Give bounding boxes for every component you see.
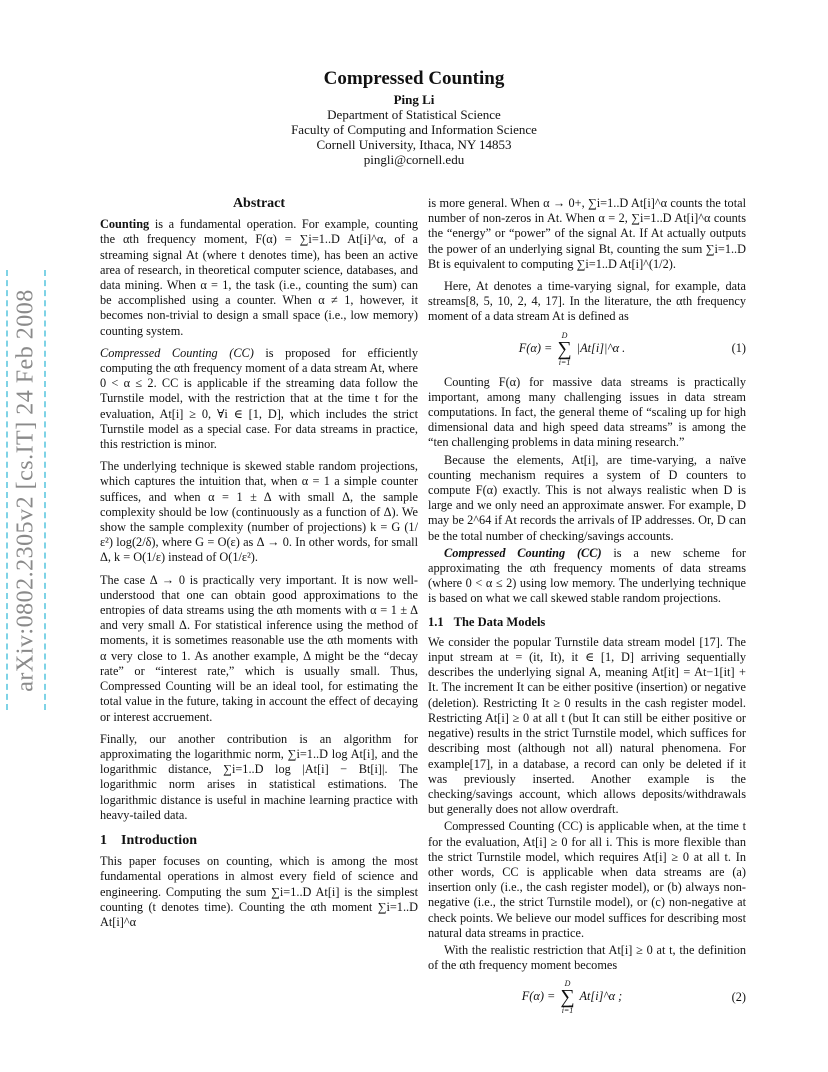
right-column xyxy=(428,196,746,1023)
paper-header xyxy=(100,68,728,167)
section-number: 1 xyxy=(100,832,107,848)
abstract-lead: Compressed Counting (CC) xyxy=(100,345,254,360)
body-paragraph: This paper focuses on counting, which is among the most fundamental operations in almost every field of science and engineering. Computing the sum ∑i=1..D At[i] is the simplest counting (t denotes time). Counting the αth moment ∑i=1..D At[i]^α xyxy=(100,854,418,929)
arxiv-stamp-text: arXiv:0802.2305v2 [cs.IT] 24 Feb 2008 xyxy=(12,288,39,692)
abstract-lead: Counting xyxy=(100,217,150,232)
affiliation-line: Cornell University, Ithaca, NY 14853 xyxy=(316,137,512,152)
paper-title: Compressed Counting xyxy=(323,68,505,89)
affiliation-line: Faculty of Computing and Information Science xyxy=(291,122,537,137)
equation-lhs: F(α) = xyxy=(521,989,556,1004)
affiliation-line: Department of Statistical Science xyxy=(327,107,501,122)
equation-body xyxy=(428,331,716,367)
abstract-heading: Abstract xyxy=(232,196,286,211)
cc-lead: Compressed Counting (CC) xyxy=(444,545,602,560)
author-email: pingli@cornell.edu xyxy=(363,152,465,167)
subsection-title: The Data Models xyxy=(453,614,546,629)
summation-symbol: D ∑ i=1 xyxy=(560,979,575,1016)
equation-rhs: At[i]^α ; xyxy=(579,989,623,1004)
section-title: Introduction xyxy=(121,832,197,848)
sum-lower-limit: i=1 xyxy=(558,357,571,367)
body-paragraph: Here, At denotes a time-varying signal, for example, data streams[8, 5, 10, 2, 4, 17]. In the literature, the αth frequency moment of a data stream At is defined as xyxy=(428,279,746,324)
body-paragraph: We consider the popular Turnstile data stream model [17]. The input stream at = (it, It), it ∈ [1, D] arriving sequentially describes the underlying signal A, meaning At[it] = At−1[it] + It. The increment It can be either positive (insertion) or negative (deletion). Restricting It ≥ 0 results in the cash register model. Restricting At[i] ≥ 0 at all t (but It can still be either positive or negative) results in the strict Turnstile model, which suffices for describing most (although not all) natural phenomena. For example[17], in a database, a record can only be deleted if it was previously inserted. Another example is the checking/savings account, which allows deposits/withdrawals but generally does not allow overdraft. xyxy=(428,634,746,817)
abstract-paragraph: Finally, our another contribution is an algorithm for approximating the logarithmic norm, ∑i=1..D log At[i], and the logarithmic distance, ∑i=1..D log |At[i] − Bt[i]|. The logarithmic norm arises in statistical estimations. The logarithmic distance is useful in machine learning practice with heavy-tailed data. xyxy=(100,731,418,822)
body-paragraph: Counting F(α) for massive data streams is practically important, among many challenging issues in data stream computations. In fact, the general theme of “scaling up for high dimensional data and high speed data streams” is among the “ten challenging problems in data mining research.” xyxy=(428,374,746,450)
equation-number: (1) xyxy=(731,341,746,356)
body-paragraph: is more general. When α → 0+, ∑i=1..D At[i]^α counts the total number of non-zeros in At. When α = 2, ∑i=1..D At[i]^α counts the “energy” or “power” of the signal At. If At actually outputs the power of an underlying signal Bt, counting the sum ∑i=1..D Bt is equivalent to computing ∑i=1..D At[i]^(1/2). xyxy=(428,196,746,271)
abstract-text: is proposed for efficiently computing the αth frequency moment of a data stream At, where 0 < α ≤ 2. CC is applicable if the streaming data follow the Turnstile model, with the restriction that at the time t for the evaluation, At[i] ≥ 0, ∀i ∈ [1, D], which includes the strict Turnstile model as a special case. For data streams in practice, this restriction is minor. xyxy=(100,345,418,452)
abstract-paragraph: The underlying technique is skewed stable random projections, which captures the intuition that, when α = 1 a simple counter suffices, and when α = 1 ± Δ with small Δ, the sample complexity should be low (continuously as a function of Δ). We show the sample complexity (number of projections) k = G (1/ε²) log(2/δ), where G = O(ε) as Δ → 0. In other words, for small Δ, k = O(1/ε) instead of O(1/ε²). xyxy=(100,459,418,565)
body-paragraph xyxy=(428,546,746,607)
equation-1 xyxy=(428,331,746,367)
body-paragraph: With the realistic restriction that At[i] ≥ 0 at t, the definition of the αth frequency moment becomes xyxy=(428,942,746,973)
body-paragraph: Compressed Counting (CC) is applicable when, at the time t for the evaluation, At[i] ≥ 0 for all i. This is more flexible than the strict Turnstile model, which requires At[i] ≥ 0 at all t. In other words, CC is applicable when data streams are (a) insertion only (i.e., the cash register model), or (b) always non-negative (i.e., the strict Turnstile model), or (c) non-negative at check points. We believe our model suffices for describing most natural data streams in practice. xyxy=(428,819,746,940)
abstract-paragraph xyxy=(100,217,418,339)
equation-body xyxy=(428,979,716,1015)
author-name: Ping Li xyxy=(393,92,435,107)
body-text: is a new scheme for approximating the αth frequency moments of data streams (where 0 < α ≤ 2) using low memory. The underlying technique is based on what we call skewed stable random projections. xyxy=(428,545,747,606)
equation-lhs: F(α) = xyxy=(518,340,553,355)
abstract-paragraph: The case Δ → 0 is practically very important. It is now well-understood that one can obtain good approximations to the entropies of data streams using the αth moments with α = 1 ± Δ and very small Δ. For statistical inference using the method of moments, it is sometimes reasonable use the αth moments with α very close to 1. As another example, Δ might be the “decay rate” or “interest rate,” which is usually small. Thus, Compressed Counting will be an ideal tool, for estimating the total value in the future, taking in account the effect of decaying or interest accruement. xyxy=(100,572,418,724)
section-heading xyxy=(100,833,418,848)
arxiv-stamp xyxy=(6,270,46,710)
summation-symbol: D ∑ i=1 xyxy=(557,330,572,367)
equation-2 xyxy=(428,979,746,1015)
sum-upper-limit: D xyxy=(564,979,571,989)
equation-rhs: |At[i]|^α . xyxy=(576,340,626,355)
subsection-number: 1.1 xyxy=(428,614,444,629)
abstract-paragraph xyxy=(100,346,418,452)
left-column xyxy=(100,196,418,937)
subsection-heading xyxy=(428,615,746,630)
sum-lower-limit: i=1 xyxy=(561,1006,574,1016)
sum-upper-limit: D xyxy=(561,330,568,340)
abstract-text: is a fundamental operation. For example, counting the αth frequency moment, F(α) = ∑i=1..D At[i]^α, of a streaming signal At (where t denotes time), has been an active area of research, in theoretical computer science, databases, and data mining. When α = 1, the task (i.e., counting the sum) can be accomplished using a counter. When α ≠ 1, however, it becomes non-trivial to design a small space (i.e., low memory) counting system. xyxy=(100,217,419,338)
equation-number: (2) xyxy=(731,989,746,1004)
body-paragraph: Because the elements, At[i], are time-varying, a naïve counting mechanism requires a system of D counters to compute F(α) exactly. This is not always realistic when D is large and we only need an approximate answer. For example, D may be 2^64 if At records the arrivals of IP addresses. Or, D can be the total number of checking/savings accounts. xyxy=(428,452,746,543)
